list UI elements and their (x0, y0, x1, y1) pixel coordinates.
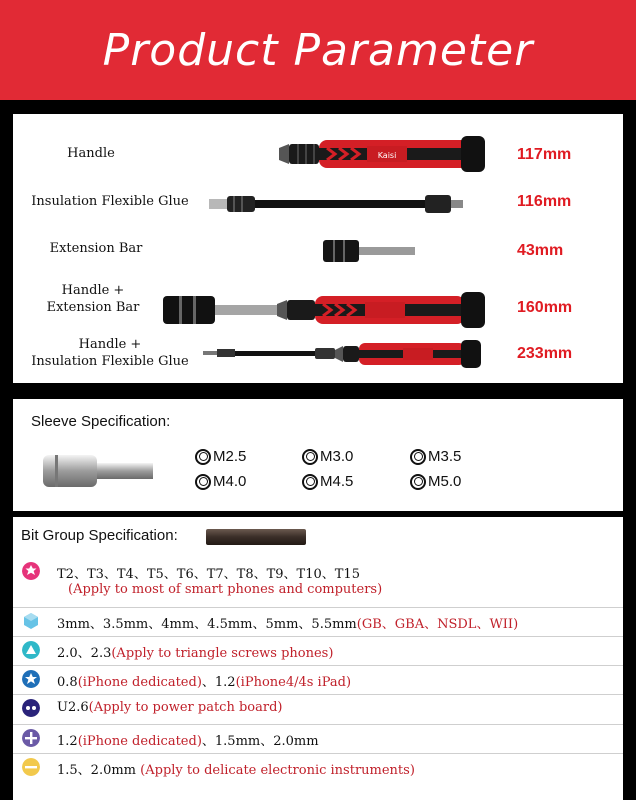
flexible-glue-image (209, 190, 479, 218)
handle-image (275, 134, 495, 174)
tool-label-handle-extension: Handle + Extension Bar (46, 283, 140, 315)
sleeve-size-m40: M4.0 (195, 473, 246, 490)
tool-length-handle-extension: 160mm (517, 299, 573, 316)
sleeve-size-m45: M4.5 (302, 473, 353, 490)
bit-row-phillips: 1.2(iPhone dedicated)、1.5mm、2.0mm (13, 724, 623, 751)
extension-bar-image (323, 238, 423, 264)
ring-icon (302, 449, 318, 465)
ring-icon (195, 449, 211, 465)
sleeve-size-m25: M2.5 (195, 448, 246, 465)
handle-extension-image (163, 290, 493, 330)
tool-label-handle: Handle (67, 146, 115, 161)
bit-row-hex: 3mm、3.5mm、4mm、4.5mm、5mm、5.5mm(GB、GBA、NSDL、WII) (13, 607, 623, 634)
ring-icon (302, 474, 318, 490)
bit-group-title: Bit Group Specification: (21, 527, 178, 544)
u-type-icon (22, 699, 40, 717)
tool-length-panel (13, 114, 623, 383)
ring-icon (410, 449, 426, 465)
sleeve-spec-panel (13, 399, 623, 511)
tool-label-flexible-glue: Insulation Flexible Glue (31, 194, 189, 209)
phillips-icon (22, 729, 40, 747)
sleeve-spec-title: Sleeve Specification: (31, 413, 171, 430)
bit-row-slotted: 1.5、2.0mm (Apply to delicate electronic instruments) (13, 753, 623, 780)
bit-image (206, 529, 306, 545)
bit-group-panel (13, 517, 623, 800)
triangle-icon (22, 641, 40, 659)
page-title: Product Parameter (102, 24, 534, 76)
ring-icon (195, 474, 211, 490)
handle-flexible-glue-image (203, 340, 493, 368)
tool-label-handle-flexible-glue: Handle + Insulation Flexible Glue (31, 337, 189, 369)
hex-icon (22, 612, 40, 630)
tool-length-extension-bar: 43mm (517, 242, 564, 259)
sleeve-image (41, 451, 161, 491)
bit-row-torx: T2、T3、T4、T5、T6、T7、T8、T9、T10、T15 (Apply to most of smart phones and computers) (13, 558, 623, 602)
tool-length-handle-flexible-glue: 233mm (517, 345, 573, 362)
tool-label-extension-bar: Extension Bar (49, 241, 143, 256)
sleeve-size-m50: M5.0 (410, 473, 461, 490)
bit-row-pentalobe: 0.8(iPhone dedicated)、1.2(iPhone4/4s iPad) (13, 665, 623, 692)
sleeve-size-m35: M3.5 (410, 448, 461, 465)
torx-icon (22, 562, 40, 580)
bit-row-triangle: 2.0、2.3(Apply to triangle screws phones) (13, 636, 623, 663)
pentalobe-icon (22, 670, 40, 688)
bit-row-u-type: U2.6(Apply to power patch board) (13, 694, 623, 721)
slotted-icon (22, 758, 40, 776)
title-banner (0, 0, 636, 100)
brand-label: Kaisi (377, 151, 397, 160)
tool-length-flexible-glue: 116mm (517, 193, 572, 210)
sleeve-size-m30: M3.0 (302, 448, 353, 465)
ring-icon (410, 474, 426, 490)
tool-length-handle: 117mm (517, 146, 572, 163)
